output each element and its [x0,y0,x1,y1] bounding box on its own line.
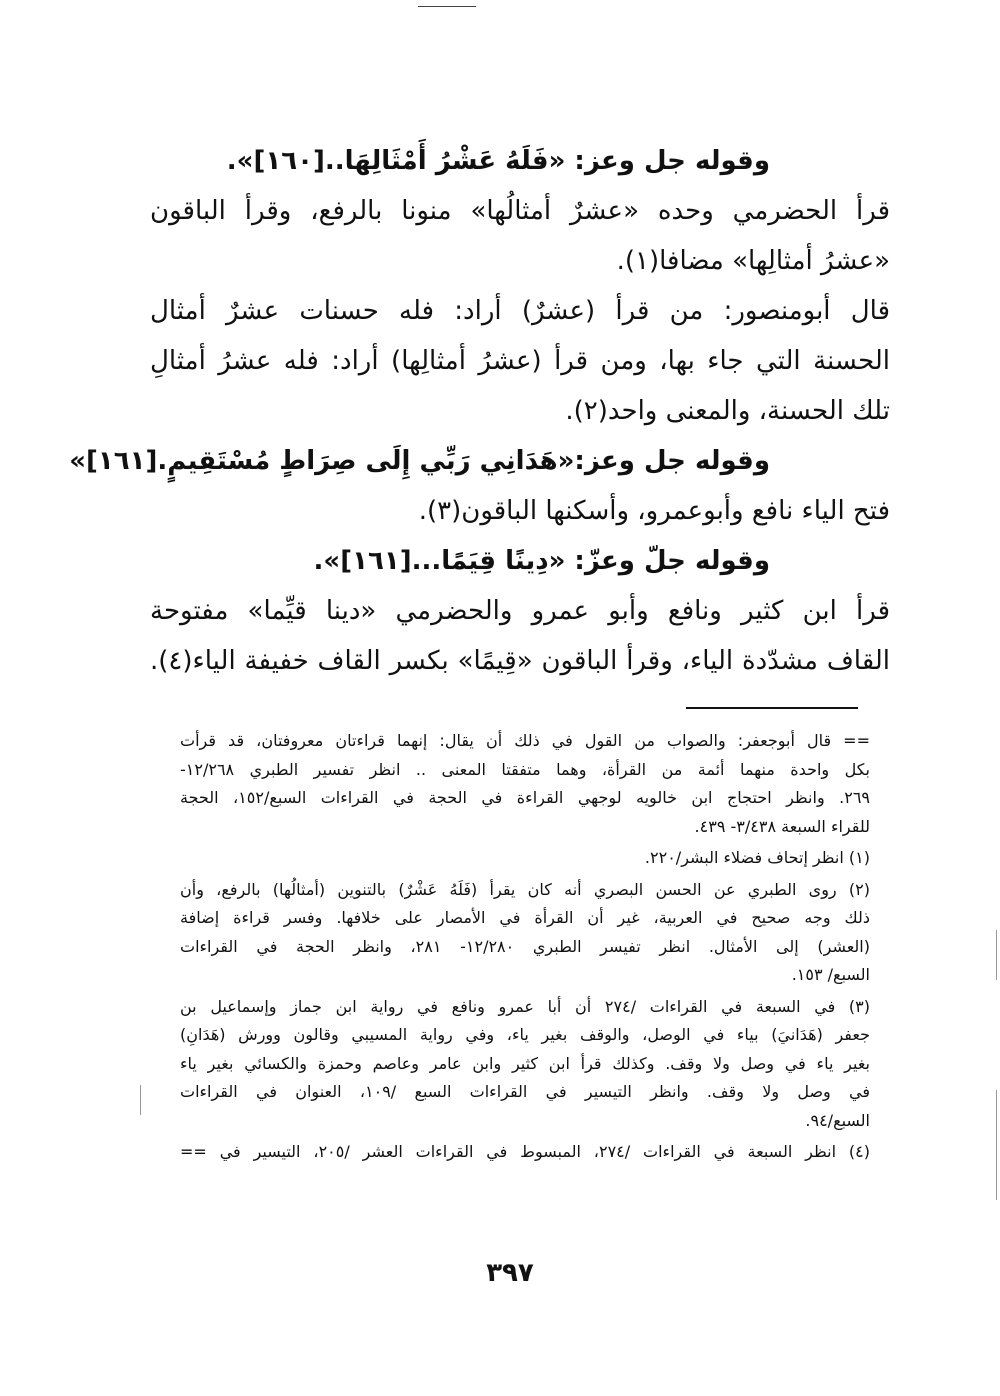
footnote-4 [180,1138,870,1167]
footnote-line: (٤) انظر السبعة في القراءات /٢٧٤، المبسوط في القراءات العشر /٢٠٥، التيسير في == [180,1142,870,1161]
footnote-line: بكل واحدة منهما أئمة من القرأة، وهما متفقتا المعنى .. انظر تفسير الطبري ١٢/٢٦٨- [180,759,870,779]
text-line: الحسنة التي جاء بها، ومن قرأ (عشرُ أمثالِها) أراد: فله عشرُ أمثالِ [150,346,890,376]
top-rule [418,6,476,7]
footnote-2 [180,876,870,990]
text-line: قرأ ابن كثير ونافع وأبو عمرو والحضرمي «دينا قيِّما» مفتوحة [150,596,890,626]
footnote-line: ٢٦٩. وانظر احتجاج ابن خالويه لوجهي القراءة في الحجة في القراءات السبع/١٥٢، الحجة [180,788,870,807]
scan-edge-mark [996,930,997,980]
footnote-line: == قال أبوجعفر: والصواب من القول في ذلك أن يقال: إنهما قراءتان معروفتان، قد قرأت [180,731,870,750]
text-line: تلك الحسنة، والمعنى واحد(٢). [565,396,890,426]
footnote-line: للقراء السبعة ٣/٤٣٨- ٤٣٩. [694,816,870,836]
footnote-line: في وصل ولا وقف. وانظر التيسير في القراءات السبع /١٠٩، العنوان في القراءات [180,1082,871,1101]
footnote-line: (٢) روى الطبري عن الحسن البصري أنه كان يقرأ (فَلَهُ عَشْرٌ) بالتنوين (أمثالُها) بالرفع، وأن [180,879,870,899]
text-line: قال أبومنصور: من قرأ (عشرٌ) أراد: فله حسنات عشرٌ أمثال [150,296,890,326]
text-line: قرأ الحضرمي وحده «عشرٌ أمثالُها» منونا بالرفع، وقرأ الباقون [150,196,890,226]
footnote-line: (١) انظر إتحاف فضلاء البشر/٢٢٠. [644,848,870,867]
footnote-1 [180,844,870,873]
text-line: القاف مشدّدة الياء، وقرأ الباقون «قِيمًا» بكسر القاف خفيفة الياء(٤). [150,646,890,676]
footnote-line: السبع/٩٤. [805,1110,870,1130]
verse-line-161: وقوله جل وعز:«هَدَانِي رَبِّي إِلَى صِرَاطٍ مُسْتَقِيمٍ.[١٦١]» [69,446,770,476]
main-text [69,136,890,686]
footnote-line: السبع/ ١٥٣. [791,965,870,984]
verse-line-161b: وقوله جلّ وعزّ: «دِينًا قِيَمًا...[١٦١]». [313,546,770,576]
text-line: «عشرُ أمثالِها» مضافا(١). [616,246,890,276]
text-line: فتح الياء نافع وأبوعمرو، وأسكنها الباقون(٣). [418,496,890,526]
footnote-line: (٣) في السبعة في القراءات /٢٧٤ أن أبا عمرو ونافع في رواية ابن جماز وإسماعيل بن [180,996,870,1016]
footnote-line: ذلك وجه صحيح في العربية، غير أن القرأة في الأمصار على خلافها. وفسر قراءة إضافة [180,908,870,927]
footnote-continuation [180,727,870,841]
page-number: ٣٩٧ [486,1258,534,1288]
footnote-3 [180,993,870,1136]
footnotes [180,724,870,1167]
scan-edge-mark [140,1085,141,1115]
scan-edge-mark [996,1090,997,1200]
verse-line-160: وقوله جل وعز: «فَلَهُ عَشْرُ أَمْثَالِهَا..[١٦٠]». [226,146,770,176]
footnote-line: (العشر) إلى الأمثال. انظر تفيسر الطبري ١٢/٢٨٠- ٢٨١، وانظر الحجة في القراءات [180,936,870,956]
footnote-line: بغير ياء في وصل ولا وقف. وكذلك قرأ ابن كثير وابن عامر وعاصم وحمزة والكسائي بغير ياء [180,1053,870,1073]
footnote-line: جعفر (هَدَانيَ) بياء في الوصل، والوقف بغير ياء، وفي رواية المسيبي وقالون وورش (هَدَانِ) [180,1025,870,1044]
footnote-separator [686,707,858,709]
